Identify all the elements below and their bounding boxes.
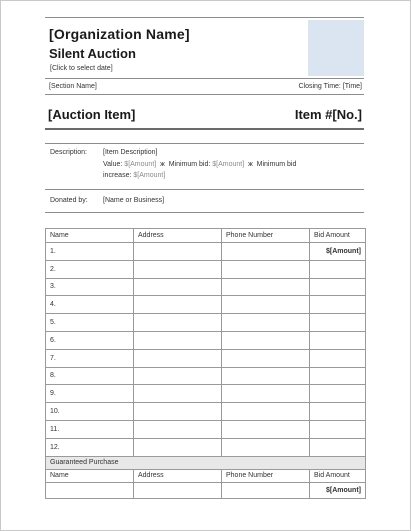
auction-title: Silent Auction bbox=[49, 46, 136, 61]
rule bbox=[45, 78, 364, 79]
table-row bbox=[46, 260, 366, 278]
bidder-phone-cell[interactable] bbox=[222, 438, 310, 456]
bidder-address-cell[interactable] bbox=[134, 260, 222, 278]
donated-value[interactable]: [Name or Business] bbox=[103, 197, 165, 204]
date-picker[interactable]: [Click to select date] bbox=[50, 65, 113, 72]
gp-col-address-header: Address bbox=[134, 469, 222, 482]
increase-line bbox=[103, 172, 165, 179]
logo-placeholder[interactable] bbox=[308, 20, 364, 76]
gp-name-cell[interactable] bbox=[46, 482, 134, 498]
table-row bbox=[46, 243, 366, 261]
gp-phone-cell[interactable] bbox=[222, 482, 310, 498]
gp-col-phone-header: Phone Number bbox=[222, 469, 310, 482]
gp-amount-cell[interactable]: $[Amount] bbox=[310, 482, 366, 498]
item-number[interactable]: Item #[No.] bbox=[294, 107, 362, 122]
table-row bbox=[46, 438, 366, 456]
increase-amount[interactable]: $[Amount] bbox=[133, 172, 166, 179]
donated-label: Donated by: bbox=[50, 197, 88, 204]
bidder-phone-cell[interactable] bbox=[222, 385, 310, 403]
bidder-phone-cell[interactable] bbox=[222, 331, 310, 349]
bidder-name-cell[interactable]: 9. bbox=[46, 385, 134, 403]
increase-label: increase: bbox=[103, 172, 132, 179]
guaranteed-purchase-label: Guaranteed Purchase bbox=[46, 456, 366, 469]
description-value[interactable]: [Item Description] bbox=[103, 149, 158, 156]
bidder-address-cell[interactable] bbox=[134, 403, 222, 421]
rule bbox=[45, 212, 364, 213]
table-row bbox=[46, 314, 366, 332]
bid-amount-cell[interactable] bbox=[310, 278, 366, 296]
bidder-address-cell[interactable] bbox=[134, 349, 222, 367]
bidder-address-cell[interactable] bbox=[134, 314, 222, 332]
bidder-address-cell[interactable] bbox=[134, 385, 222, 403]
description-label: Description: bbox=[50, 149, 87, 156]
guaranteed-purchase-row bbox=[46, 456, 366, 469]
bidder-address-cell[interactable] bbox=[134, 331, 222, 349]
rule-thick bbox=[45, 128, 364, 130]
bidder-name-cell[interactable]: 6. bbox=[46, 331, 134, 349]
bidder-phone-cell[interactable] bbox=[222, 296, 310, 314]
separator-glyph: ж bbox=[160, 161, 165, 168]
separator-glyph: ж bbox=[248, 161, 253, 168]
closing-time-label: Closing Time: bbox=[298, 83, 341, 90]
bidder-name-cell[interactable]: 3. bbox=[46, 278, 134, 296]
auction-item-title[interactable]: [Auction Item] bbox=[48, 107, 136, 122]
table-row bbox=[46, 385, 366, 403]
bidder-name-cell[interactable]: 2. bbox=[46, 260, 134, 278]
bid-amount-cell[interactable] bbox=[310, 260, 366, 278]
bidder-phone-cell[interactable] bbox=[222, 403, 310, 421]
bidder-phone-cell[interactable] bbox=[222, 367, 310, 385]
gp-col-bid-header: Bid Amount bbox=[310, 469, 366, 482]
bid-amount-cell[interactable] bbox=[310, 349, 366, 367]
closing-time-value[interactable]: [Time] bbox=[342, 83, 362, 90]
bid-amount-cell[interactable] bbox=[310, 331, 366, 349]
rule bbox=[45, 143, 364, 144]
bidder-phone-cell[interactable] bbox=[222, 278, 310, 296]
organization-name[interactable]: [Organization Name] bbox=[49, 26, 190, 42]
table-header-row bbox=[46, 229, 366, 243]
bidder-phone-cell[interactable] bbox=[222, 243, 310, 261]
rule bbox=[45, 94, 364, 95]
rule bbox=[45, 189, 364, 190]
min-bid-amount[interactable]: $[Amount] bbox=[212, 161, 245, 168]
bidder-address-cell[interactable] bbox=[134, 438, 222, 456]
value-amount[interactable]: $[Amount] bbox=[124, 161, 157, 168]
guaranteed-header-row bbox=[46, 469, 366, 482]
bidder-phone-cell[interactable] bbox=[222, 314, 310, 332]
bidder-name-cell[interactable]: 11. bbox=[46, 420, 134, 438]
table-row bbox=[46, 296, 366, 314]
bidder-name-cell[interactable]: 4. bbox=[46, 296, 134, 314]
bid-amount-cell[interactable] bbox=[310, 367, 366, 385]
bidder-name-cell[interactable]: 5. bbox=[46, 314, 134, 332]
bid-amount-cell[interactable]: $[Amount] bbox=[310, 243, 366, 261]
table-row bbox=[46, 420, 366, 438]
bid-amount-cell[interactable] bbox=[310, 296, 366, 314]
min-bid-label: Minimum bid: bbox=[168, 161, 211, 168]
bidder-name-cell[interactable]: 8. bbox=[46, 367, 134, 385]
col-address-header: Address bbox=[134, 229, 222, 243]
col-phone-header: Phone Number bbox=[222, 229, 310, 243]
bidder-phone-cell[interactable] bbox=[222, 260, 310, 278]
bidder-name-cell[interactable]: 7. bbox=[46, 349, 134, 367]
bid-amount-cell[interactable] bbox=[310, 420, 366, 438]
guaranteed-entry-row bbox=[46, 482, 366, 498]
bidder-address-cell[interactable] bbox=[134, 420, 222, 438]
bidder-name-cell[interactable]: 12. bbox=[46, 438, 134, 456]
table-row bbox=[46, 349, 366, 367]
bid-amount-cell[interactable] bbox=[310, 385, 366, 403]
table-row bbox=[46, 367, 366, 385]
gp-address-cell[interactable] bbox=[134, 482, 222, 498]
bid-amount-cell[interactable] bbox=[310, 403, 366, 421]
value-label: Value: bbox=[103, 161, 123, 168]
bidder-address-cell[interactable] bbox=[134, 278, 222, 296]
value-line bbox=[103, 161, 296, 168]
table-row bbox=[46, 331, 366, 349]
bidder-address-cell[interactable] bbox=[134, 296, 222, 314]
closing-time bbox=[298, 83, 362, 90]
bidder-phone-cell[interactable] bbox=[222, 420, 310, 438]
section-name[interactable]: [Section Name] bbox=[49, 83, 97, 90]
table-row bbox=[46, 403, 366, 421]
bidder-address-cell[interactable] bbox=[134, 243, 222, 261]
bidder-address-cell[interactable] bbox=[134, 367, 222, 385]
top-rule bbox=[45, 17, 364, 18]
bidder-phone-cell[interactable] bbox=[222, 349, 310, 367]
table-row bbox=[46, 278, 366, 296]
bid-amount-cell[interactable] bbox=[310, 438, 366, 456]
bid-table bbox=[45, 228, 366, 499]
bidder-name-cell[interactable]: 10. bbox=[46, 403, 134, 421]
bidder-name-cell[interactable]: 1. bbox=[46, 243, 134, 261]
col-name-header: Name bbox=[46, 229, 134, 243]
col-bid-header: Bid Amount bbox=[310, 229, 366, 243]
bid-amount-cell[interactable] bbox=[310, 314, 366, 332]
min-bid-increase-label: Minimum bid bbox=[256, 161, 297, 168]
gp-col-name-header: Name bbox=[46, 469, 134, 482]
